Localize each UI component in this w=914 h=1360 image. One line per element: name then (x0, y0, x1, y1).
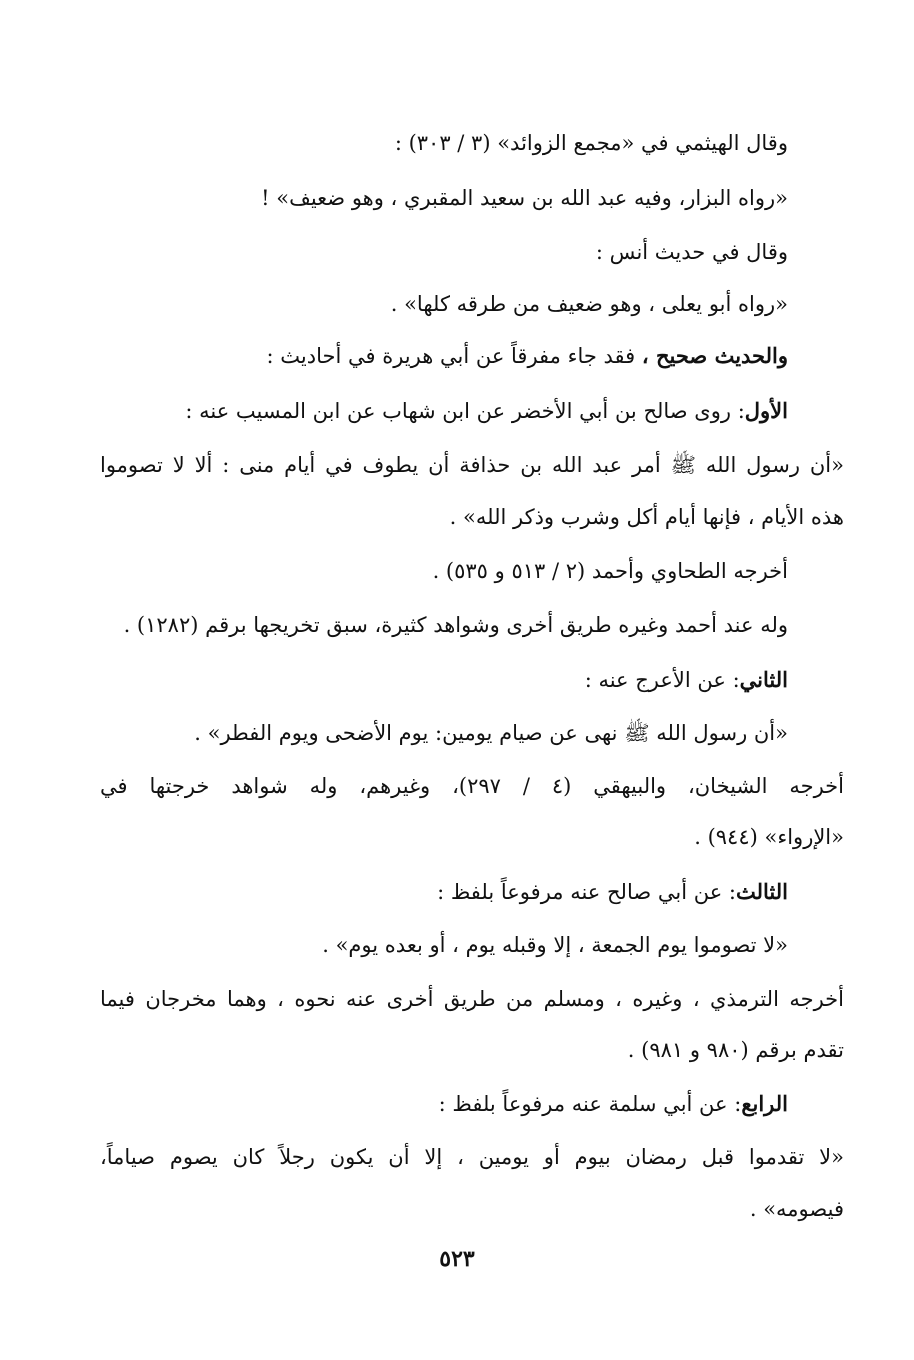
line-text: : عن أبي سلمة عنه مرفوعاً بلفظ : (438, 1092, 742, 1116)
section-heading-second: الثاني (739, 667, 788, 692)
text-line-7 (100, 450, 844, 480)
line-text: هذه الأيام ، فإنها أيام أكل وشرب وذكر الله» . (449, 505, 844, 529)
line-text: فقد جاء مفرقاً عن أبي هريرة في أحاديث : (266, 344, 642, 368)
text-line-13 (100, 771, 844, 801)
line-text: أخرجه الترمذي ، وغيره ، ومسلم من طريق أخرى عنه نحوه ، وهما مخرجان فيما (100, 987, 844, 1011)
line-text: : روى صالح بن أبي الأخضر عن ابن شهاب عن ابن المسيب عنه : (185, 399, 745, 423)
page-number: ٥٢٣ (439, 1246, 475, 1272)
line-text: أخرجه الشيخان، والبيهقي (٤ / ٢٩٧)، وغيرهم، وله شواهد خرجتها في (100, 774, 844, 798)
line-text: «رواه أبو يعلى ، وهو ضعيف من طرقه كلها» . (390, 292, 788, 316)
text-line-16 (322, 930, 788, 960)
line-text: وله عند أحمد وغيره طريق أخرى وشواهد كثيرة، سبق تخريجها برقم (١٢٨٢) . (123, 613, 788, 637)
line-text: «أن رسول الله ﷺ نهى عن صيام يومين: يوم الأضحى ويوم الفطر» . (194, 721, 788, 745)
line-text: «الإرواء» (٩٤٤) . (694, 825, 844, 849)
text-line-8 (450, 502, 844, 532)
line-text: : عن الأعرج عنه : (584, 668, 740, 692)
line-text: «لا تقدموا قبل رمضان بيوم أو يومين ، إلا أن يكون رجلاً كان يصوم صياماً، (100, 1145, 844, 1169)
text-line-2 (261, 183, 788, 213)
line-text: تقدم برقم (٩٨٠ و ٩٨١) . (627, 1038, 844, 1062)
line-text: «لا تصوموا يوم الجمعة ، إلا وقبله يوم ، أو بعده يوم» . (322, 933, 788, 957)
text-line-17 (100, 984, 844, 1014)
line-text: : عن أبي صالح عنه مرفوعاً بلفظ : (437, 880, 736, 904)
text-line-21 (750, 1194, 844, 1224)
line-text: «رواه البزار، وفيه عبد الله بن سعيد المقبري ، وهو ضعيف» ! (261, 186, 788, 210)
text-line-18 (628, 1035, 844, 1065)
section-heading-third: الثالث (736, 879, 788, 904)
text-line-6 (185, 396, 788, 426)
text-line-10 (124, 610, 788, 640)
text-line-4 (391, 289, 788, 319)
text-line-19 (439, 1089, 788, 1119)
text-line-3 (596, 237, 788, 267)
line-text: أخرجه الطحاوي وأحمد (٢ / ٥١٣ و ٥٣٥) . (432, 559, 788, 583)
text-line-9 (433, 556, 788, 586)
line-text: وقال الهيثمي في «مجمع الزوائد» (٣ / ٣٠٣) : (394, 131, 788, 155)
text-line-15 (437, 877, 788, 907)
text-line-5 (267, 341, 788, 371)
line-text: فيصومه» . (749, 1197, 844, 1221)
line-text: وقال في حديث أنس : (595, 240, 788, 264)
section-heading-first: الأول (744, 398, 788, 423)
line-bold-lead: والحديث صحيح ، (641, 343, 788, 368)
text-line-12 (194, 718, 788, 748)
text-line-20 (100, 1142, 844, 1172)
section-heading-fourth: الرابع (741, 1091, 788, 1116)
line-text: «أن رسول الله ﷺ أمر عبد الله بن حذافة أن يطوف في أيام منى : ألا لا تصوموا (100, 453, 844, 477)
text-line-14 (694, 822, 844, 852)
text-line-1 (395, 128, 788, 158)
text-line-11 (585, 665, 788, 695)
